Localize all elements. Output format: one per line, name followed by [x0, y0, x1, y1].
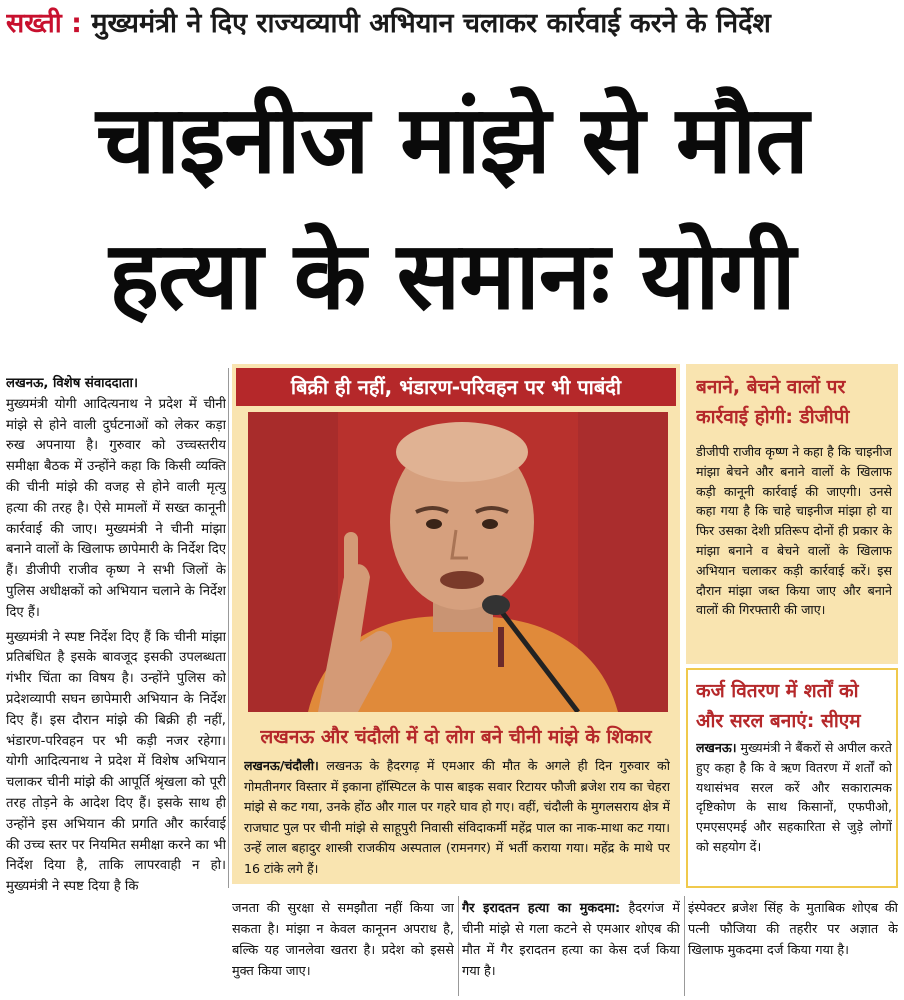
sidebar-loan-dateline: लखनऊ।	[696, 740, 737, 755]
feature-story-body	[244, 756, 670, 880]
feature-banner: बिक्री ही नहीं, भंडारण-परिवहन पर भी पाबंदी	[236, 368, 676, 406]
sidebar-dgp-title: बनाने, बेचने वालों पर कार्रवाई होगी: डीजीपी	[696, 376, 850, 428]
headline-line-1: चाइनीज मांझे से मौत	[96, 86, 808, 195]
continuation-column-2	[462, 898, 680, 996]
continuation-column-1: जनता की सुरक्षा से समझौता नहीं किया जा सकता है। मांझा न केवल कानूनन अपराध है, बल्कि यह जानलेवा खतरा है। प्रदेश को इससे मुक्त किया जाए।	[232, 901, 454, 979]
photo-chief-minister	[248, 412, 668, 712]
case-subheading: गैर इरादतन हत्या का मुकदमा:	[462, 901, 621, 916]
sidebar-loan-body	[696, 738, 892, 882]
column-divider	[228, 368, 229, 888]
column-divider	[458, 896, 459, 996]
column-divider	[684, 896, 685, 996]
headline-line-2: हत्या के समानः योगी	[109, 222, 795, 331]
main-story-dateline: लखनऊ, विशेष संवाददाता।	[6, 376, 138, 391]
kicker-label: सख्ती :	[6, 8, 82, 39]
sidebar-dgp-body: डीजीपी राजीव कृष्ण ने कहा है कि चाइनीज मांझा बेचने और बनाने वालों के खिलाफ कड़ी कानूनी कार्रवाई की जाएगी। उनसे कहा गया है कि चाहे चाइनीज मांझा हो या फिर उसका देशी प्रतिरूप दोनों ही प्रकार के मांझा बनाने व बेचने वालों के खिलाफ अभियान चलाकर कड़ी कार्रवाई करें। इस दौरान मांझा जब्त किया जाए और बनाने वालों की गिरफ्तारी की जाए।	[696, 444, 892, 618]
kicker-line	[6, 6, 898, 42]
main-story-column	[6, 374, 226, 994]
main-story-paragraph-1: मुख्यमंत्री योगी आदित्यनाथ ने प्रदेश में चीनी मांझे से होने वाली दुर्घटनाओं को लेकर कड़ा रुख अपनाया है। गुरुवार को उच्चस्तरीय समीक्षा बैठक में उन्होंने कहा कि किसी व्यक्ति की चीनी मांझे की वजह से होने वाली मृत्यु हत्या की तरह है। ऐसे मामलों में सख्त कानूनी कार्रवाई की जाए। मुख्यमंत्री ने चीनी मांझा बनाने वालों के खिलाफ छापेमारी के निर्देश दिए हैं। डीजीपी राजीव कृष्ण ने सभी जिलों के पुलिस अधीक्षकों को अभियान चलाने के निर्देश दिए हैं।	[6, 396, 226, 620]
sidebar-loan-text: मुख्यमंत्री ने बैंकरों से अपील करते हुए कहा है कि वे ऋण वितरण में शर्तों को यथासंभव सरल करें और सकारात्मक दृष्टिकोण के साथ किसानों, एफपीओ, एमएसएमई और सहकारिता से जुड़े लोगों को सहयोग दें।	[696, 740, 892, 854]
continuation-column-3: इंस्पेक्टर ब्रजेश सिंह के मुताबिक शोएब की पत्नी फौजिया की तहरीर पर अज्ञात के खिलाफ मुकदमा दर्ज किया गया है।	[688, 901, 898, 958]
photo-illustration	[248, 412, 668, 712]
kicker-text: मुख्यमंत्री ने दिए राज्यव्यापी अभियान चलाकर कार्रवाई करने के निर्देश	[91, 8, 771, 39]
photo-caption: लखनऊ और चंदौली में दो लोग बने चीनी मांझे के शिकार	[260, 726, 652, 748]
main-story-paragraph-2: मुख्यमंत्री ने स्पष्ट निर्देश दिए हैं कि चीनी मांझा प्रतिबंधित है इसके बावजूद इसकी उपलब्धता गंभीर चिंता का विषय है। उन्होंने पुलिस को प्रदेशव्यापी सघन छापेमारी अभियान के निर्देश दिए हैं। इस दौरान मांझे की बिक्री ही नहीं, भंडारण-परिवहन पर भी कड़ी नजर रहेगा। योगी आदित्यनाथ ने प्रदेश में विशेष अभियान चलाकर चीनी मांझे की आपूर्ति श्रृंखला को पूरी तरह तोड़ने के आदेश दिए हैं। इसके साथ ही उन्होंने इस अभियान की प्रगति और कार्रवाई की उच्च स्तर पर नियमित समीक्षा करने का भी निर्देश दिया है, ताकि लापरवाही न हो। मुख्यमंत्री ने स्पष्ट दिया है कि	[6, 629, 226, 895]
case-text: हैदरगंज में चीनी मांझे से गला कटने से एमआर शोएब की मौत में गैर इरादतन हत्या का केस दर्ज किया गया है।	[462, 901, 680, 979]
feature-dateline: लखनऊ/चंदौली।	[244, 758, 319, 773]
sidebar-loan-title: कर्ज वितरण में शर्तों को और सरल बनाएं: सीएम	[696, 680, 861, 732]
feature-story-text: लखनऊ के हैदरगढ़ में एमआर की मौत के अगले ही दिन गुरुवार को गोमतीनगर विस्तार में इकाना हॉस्पिटल के पास बाइक सवार रिटायर फौजी ब्रजेश राय का चेहरा मांझे से कट गया, उनके होंठ और गाल पर गहरे घाव हो गए। वहीं, चंदौली के मुगलसराय क्षेत्र में राजघाट पुल पर चीनी मांझे से साहूपुरी निवासी संविदाकर्मी महेंद्र पाल का नाक-माथा कट गया। उन्हें लाल बहादुर शास्त्री राजकीय अस्पताल (रामनगर) में भर्ती कराया गया। महेंद्र के माथे पर 16 टांके लगे हैं।	[244, 758, 670, 876]
